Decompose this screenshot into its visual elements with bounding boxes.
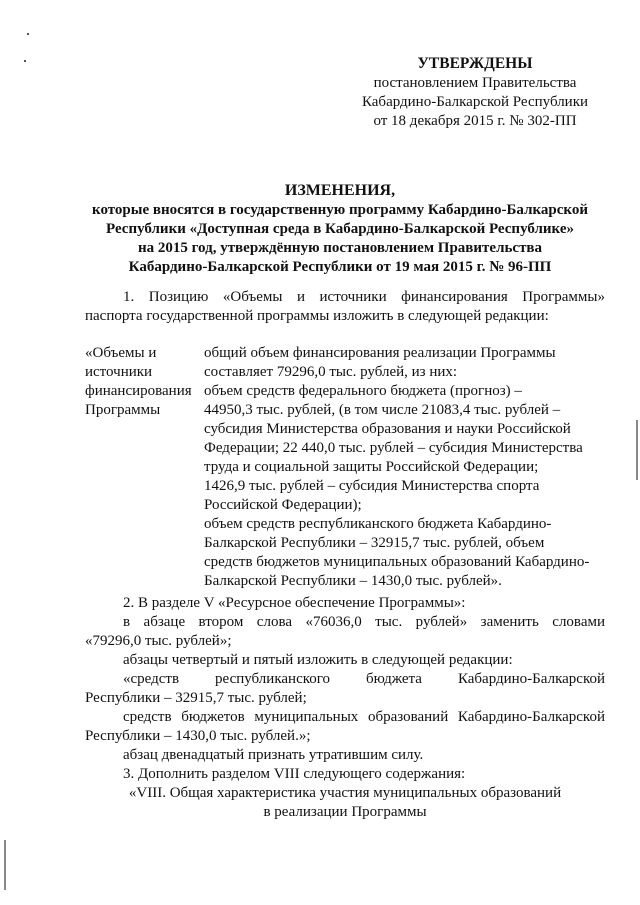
title-line: которые вносятся в государственную программу Кабардино-Балкарской (92, 202, 588, 218)
scan-edge-mark (636, 420, 638, 480)
passport-label-line: Программы (85, 402, 161, 418)
passport-value-line: объем средств республиканского бюджета Кабардино- (204, 516, 552, 532)
paragraph-line: паспорта государственной программы изложить в следующей редакции: (85, 308, 549, 324)
passport-label (85, 344, 200, 420)
approval-header: УТВЕРЖДЕНЫ (417, 55, 533, 72)
passport-value-line: объем средств федерального бюджета (прогноз) – (204, 383, 522, 399)
passport-value-line: Балкарской Республики – 1430,0 тыс. рублей». (204, 573, 502, 589)
item-3-paragraph (85, 765, 605, 822)
paragraph-line: 1. Позицию «Объемы и источники финансирования Программы» (123, 289, 605, 305)
passport-value-line: 44950,3 тыс. рублей, (в том числе 21083,4 тыс. рублей – (204, 402, 561, 418)
passport-value-line: Балкарской Республики – 32915,7 тыс. рублей, объем (204, 535, 545, 551)
document-title (80, 180, 600, 277)
passport-value-line: Федерации; 22 440,0 тыс. рублей – субсидия Министерства (204, 440, 583, 456)
passport-value-line: Российской Федерации); (204, 497, 362, 513)
title-line: Республики «Доступная среда в Кабардино-Балкарской Республике» (105, 221, 574, 237)
approval-line: постановлением Правительства (373, 75, 577, 91)
passport-value-line: 1426,9 тыс. рублей – субсидия Министерства спорта (204, 478, 540, 494)
title-heading: ИЗМЕНЕНИЯ, (284, 182, 396, 199)
paragraph-line: Республики – 32915,7 тыс. рублей; (85, 690, 307, 706)
section-heading-line: в реализации Программы (263, 804, 427, 820)
approval-block (330, 54, 620, 131)
title-line: на 2015 год, утверждённую постановлением Правительства (137, 240, 543, 256)
section-heading-line: «VIII. Общая характеристика участия муниципальных образований (128, 785, 562, 801)
paragraph-line: в абзаце втором слова «76036,0 тыс. рублей» заменить словами (123, 614, 605, 630)
passport-label-line: «Объемы и (85, 345, 157, 361)
passport-value-line: средств бюджетов муниципальных образований Кабардино- (204, 554, 590, 570)
paragraph-line: абзацы четвертый и пятый изложить в следующей редакции: (123, 652, 513, 668)
passport-label-line: источники (85, 364, 153, 380)
item-2-paragraph (85, 594, 605, 765)
scan-speck (27, 33, 29, 35)
scan-speck (24, 60, 26, 62)
item-1-paragraph (85, 288, 605, 326)
title-line: Кабардино-Балкарской Республики от 19 мая 2015 г. № 96-ПП (128, 259, 552, 275)
passport-value-line: составляет 79296,0 тыс. рублей, из них: (204, 364, 458, 380)
passport-value-line: общий объем финансирования реализации Программы (204, 345, 556, 361)
paragraph-line: «79296,0 тыс. рублей»; (85, 633, 232, 649)
paragraph-line: 2. В разделе V «Ресурсное обеспечение Программы»: (123, 595, 466, 611)
passport-value (204, 344, 604, 591)
approval-line: от 18 декабря 2015 г. № 302-ПП (373, 113, 577, 129)
passport-value-line: труда и социальной защиты Российской Федерации; (204, 459, 539, 475)
scan-edge-mark (4, 840, 6, 890)
passport-label-line: финансирования (85, 383, 192, 399)
approval-line: Кабардино-Балкарской Республики (361, 94, 589, 110)
paragraph-line: «средств республиканского бюджета Кабардино-Балкарской (123, 671, 605, 687)
paragraph-line: средств бюджетов муниципальных образований Кабардино-Балкарской (123, 709, 605, 725)
paragraph-line: абзац двенадцатый признать утратившим силу. (123, 747, 424, 763)
passport-value-line: субсидия Министерства образования и науки Российской (204, 421, 571, 437)
paragraph-line: Республики – 1430,0 тыс. рублей.»; (85, 728, 311, 744)
paragraph-line: 3. Дополнить разделом VIII следующего содержания: (123, 766, 466, 782)
